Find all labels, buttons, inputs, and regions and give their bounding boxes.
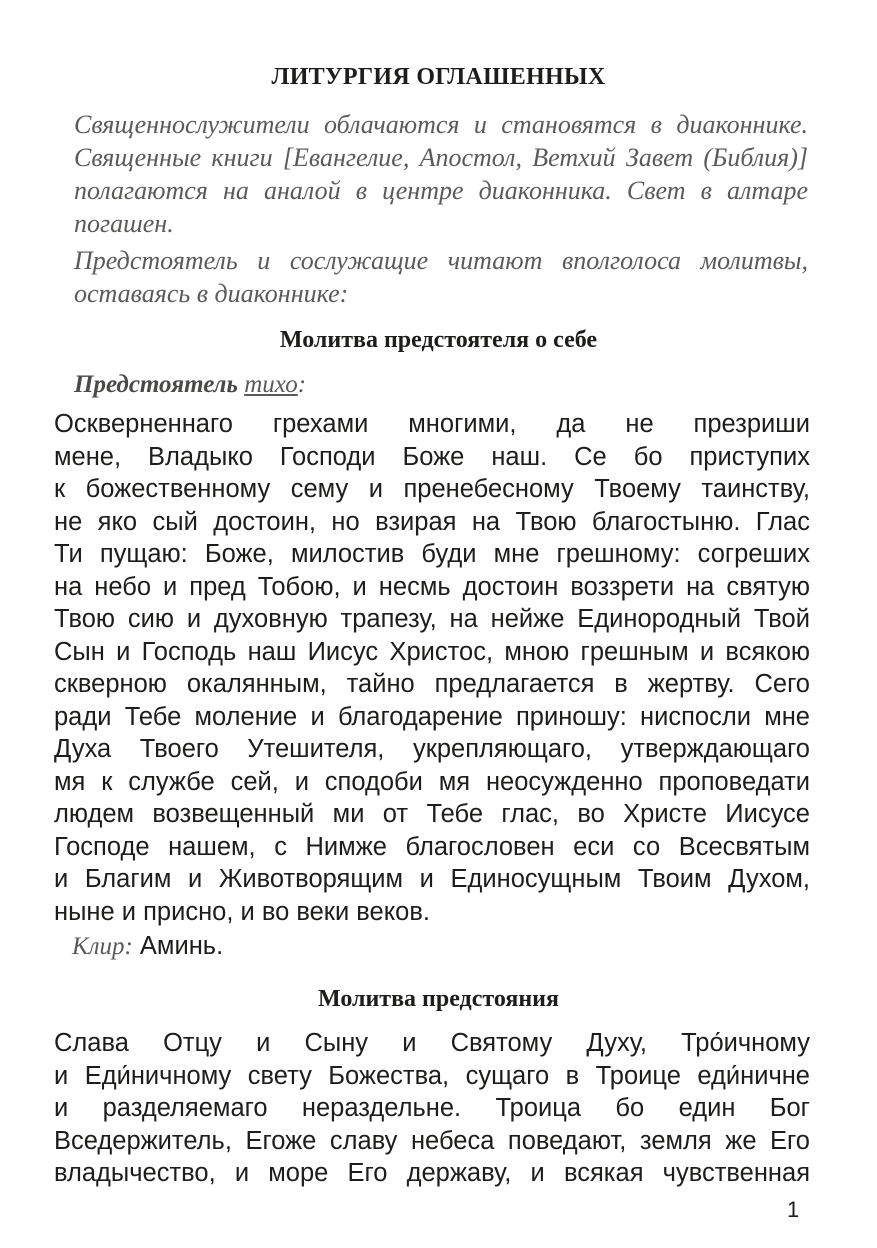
text-line: и Еди́ничному свету Божества, сущаго в Троице еди́ничне — [54, 1061, 810, 1090]
text-line: Оскверненнаго грехами многими, да не презриши — [54, 410, 810, 438]
section-heading-prayer-self: Молитва предстоятеля о себе — [279, 327, 598, 353]
page-title: ЛИТУРГИЯ ОГЛАШЕННЫХ — [271, 64, 606, 90]
text-line: людем возвещенный ми от Тебе глас, во Христе Иисусе — [54, 800, 810, 828]
response-line — [72, 932, 223, 961]
text-line: на небо и пред Тобою, и несмь достоин воззрети на святую — [54, 572, 810, 601]
prayer-text-2 — [54, 1027, 810, 1190]
text-line: Сын и Господь наш Иисус Христос, мною грешным и всякою — [54, 637, 810, 666]
text-line: и Благим и Животворящим и Единосущным Твоим Духом, — [54, 865, 810, 893]
speaker-colon: : — [297, 371, 307, 398]
text-line: Вседержитель, Егоже славу небеса поведают, земля же Его — [54, 1126, 810, 1155]
text-line: Ти пущаю: Боже, милостив буди мне грешному: согреших — [54, 540, 810, 568]
text-line: Твою сию и духовную трапезу, на нейже Единородный Твой — [54, 605, 810, 633]
prayer-text-1 — [54, 408, 810, 928]
speaker-rubric — [74, 371, 306, 399]
response-label: Клир: — [72, 933, 133, 960]
text-line: мя к службе сей, и сподоби мя неосужденно проповедати — [54, 767, 810, 796]
text-line: ныне и присно, и во веки веков. — [54, 897, 430, 926]
text-line: Слава Отцу и Сыну и Святому Духу, Тро́ичному — [54, 1029, 810, 1057]
text-line: не яко сый достоин, но взирая на Твою благостыню. Глас — [54, 507, 810, 536]
speaker-label: Предстоятель — [74, 371, 238, 398]
text-line: мене, Владыко Господи Боже наш. Се бо приступих — [54, 442, 810, 471]
intro-rubric-1: Священнослужители облачаются и становятся в диаконнике. Священные книги [Евангелие, Апостол, Ветхий Завет (Библия)] полагаются на аналой в центре диаконника. Свет в алтаре погашен. — [74, 110, 808, 238]
speaker-note: тихо — [244, 371, 298, 398]
section-heading-prayer-standing: Молитва предстояния — [317, 986, 559, 1012]
text-line: Господе нашем, с Нимже благословен еси со Всесвятым — [54, 832, 810, 861]
text-line: владычество, и море Его державу, и всякая чувственная — [54, 1159, 810, 1187]
text-line: и разделяемаго нераздельне. Троица бо един Бог — [54, 1094, 810, 1122]
intro-rubric-2: Предстоятель и сослужащие читают вполголоса молитвы, оставаясь в диаконнике: — [74, 246, 808, 308]
text-line: Духа Твоего Утешителя, укрепляющаго, утверждающаго — [54, 735, 810, 763]
page-number: 1 — [787, 1197, 800, 1222]
text-line: к божественному сему и пренебесному Твоему таинству, — [54, 475, 810, 503]
text-line: скверною окалянным, тайно предлагается в жертву. Сего — [54, 670, 810, 698]
response-text: Аминь. — [139, 932, 224, 960]
text-line: ради Тебе моление и благодарение приношу: ниспосли мне — [54, 702, 810, 731]
